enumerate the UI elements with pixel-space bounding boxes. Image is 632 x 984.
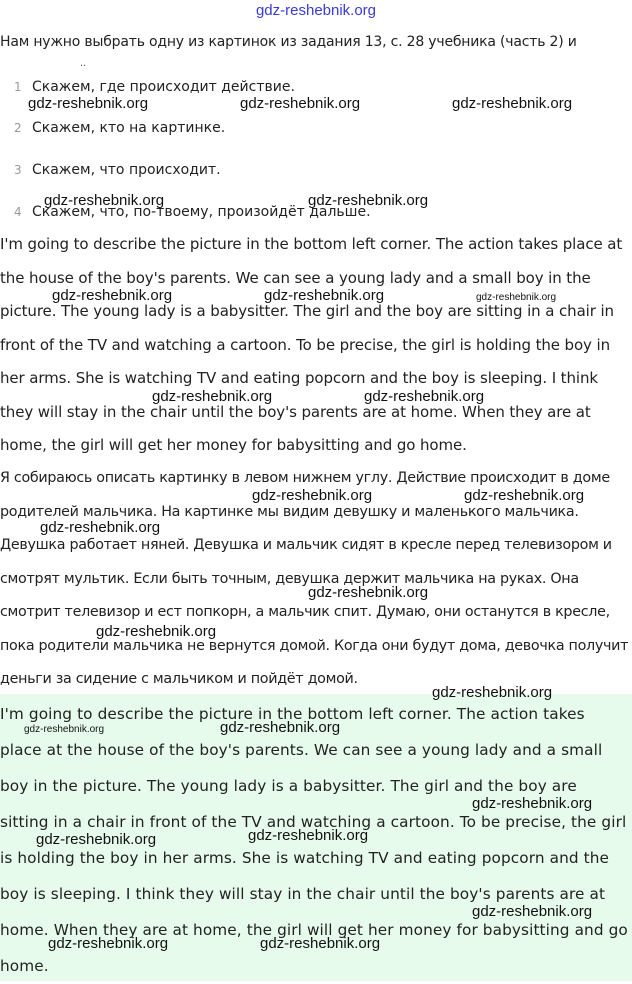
watermark: gdz-reshebnik.org — [308, 192, 429, 209]
watermark: gdz-reshebnik.org — [36, 831, 157, 848]
watermark: gdz-reshebnik.org — [24, 724, 105, 735]
watermark: gdz-reshebnik.org — [248, 827, 369, 844]
step-item — [14, 79, 295, 95]
step-item — [14, 162, 221, 178]
watermark: gdz-reshebnik.org — [308, 584, 429, 601]
answer-paragraph: I'm going to describe the picture in the bottom left corner. The action takes place at the house of the boy's parents. We can see a young lady and a small boy in the picture. The young lady is a babysitter. The girl and the boy are sitting in a chair in front of the TV and watching a cartoon. To be precise, the girl is holding the boy in her arms. She is watching TV and eating popcorn and the boy is sleeping. I think they will stay in the chair until the boy's parents are at home. When they are at home, the girl will get her money for babysitting and go home. — [0, 705, 628, 975]
watermark: gdz-reshebnik.org — [472, 903, 593, 920]
watermark: gdz-reshebnik.org — [260, 935, 381, 952]
russian-paragraph: Я собираюсь описать картинку в левом нижнем углу. Действие происходит в доме родителей мальчика. На картинке мы видим девушку и маленького мальчика. Девушка работает няней. Девушка и мальчик сидят в кресле перед телевизором и смотрят мультик. Если быть точным, девушка держит мальчика на руках. Она смотрит телевизор и ест попкорн, а мальчик спит. Думаю, они останутся в кресле, пока родители мальчика не вернутся домой. Когда они будут дома, девочка получит деньги за сидение с мальчиком и пойдёт домой. — [0, 470, 629, 687]
english-paragraph: I'm going to describe the picture in the bottom left corner. The action takes place at the house of the boy's parents. We can see a young lady and a small boy in the picture. The young lady is a babysitter. The girl and the boy are sitting in a chair in front of the TV and watching a cartoon. To be precise, the girl is holding the boy in her arms. She is watching TV and eating popcorn and the boy is sleeping. I think they will stay in the chair until the boy's parents are at home. When they are at home, the girl will get her money for babysitting and go home. — [0, 235, 623, 454]
watermark: gdz-reshebnik.org — [96, 623, 217, 640]
step-number: 4 — [14, 205, 22, 219]
watermark: gdz-reshebnik.org — [364, 388, 485, 405]
step-text: Скажем, что, по-твоему, произойдёт дальше. — [32, 204, 371, 220]
step-number: 2 — [14, 121, 22, 135]
watermark: gdz-reshebnik.org — [28, 95, 149, 112]
watermark: gdz-reshebnik.org — [240, 95, 361, 112]
watermark: gdz-reshebnik.org — [432, 684, 553, 701]
intro-ellipsis: .. — [80, 58, 87, 69]
step-text: Скажем, что происходит. — [32, 162, 221, 178]
step-text: Скажем, кто на картинке. — [32, 120, 226, 136]
step-item — [14, 120, 225, 136]
watermark: gdz-reshebnik.org — [464, 487, 585, 504]
watermark: gdz-reshebnik.org — [264, 287, 385, 304]
watermark: gdz-reshebnik.org — [476, 292, 557, 303]
step-number: 1 — [14, 80, 22, 94]
step-number: 3 — [14, 163, 22, 177]
watermark: gdz-reshebnik.org — [48, 935, 169, 952]
watermark: gdz-reshebnik.org — [472, 795, 593, 812]
intro-text: Нам нужно выбрать одну из картинок из задания 13, с. 28 учебника (часть 2) и — [0, 34, 577, 50]
watermark: gdz-reshebnik.org — [452, 95, 573, 112]
watermark: gdz-reshebnik.org — [220, 719, 341, 736]
site-header-link[interactable]: gdz-reshebnik.org — [255, 2, 377, 19]
watermark: gdz-reshebnik.org — [40, 519, 161, 536]
watermark: gdz-reshebnik.org — [252, 487, 373, 504]
step-text: Скажем, где происходит действие. — [32, 79, 295, 95]
watermark: gdz-reshebnik.org — [44, 192, 165, 209]
watermark: gdz-reshebnik.org — [52, 287, 173, 304]
watermark: gdz-reshebnik.org — [152, 388, 273, 405]
